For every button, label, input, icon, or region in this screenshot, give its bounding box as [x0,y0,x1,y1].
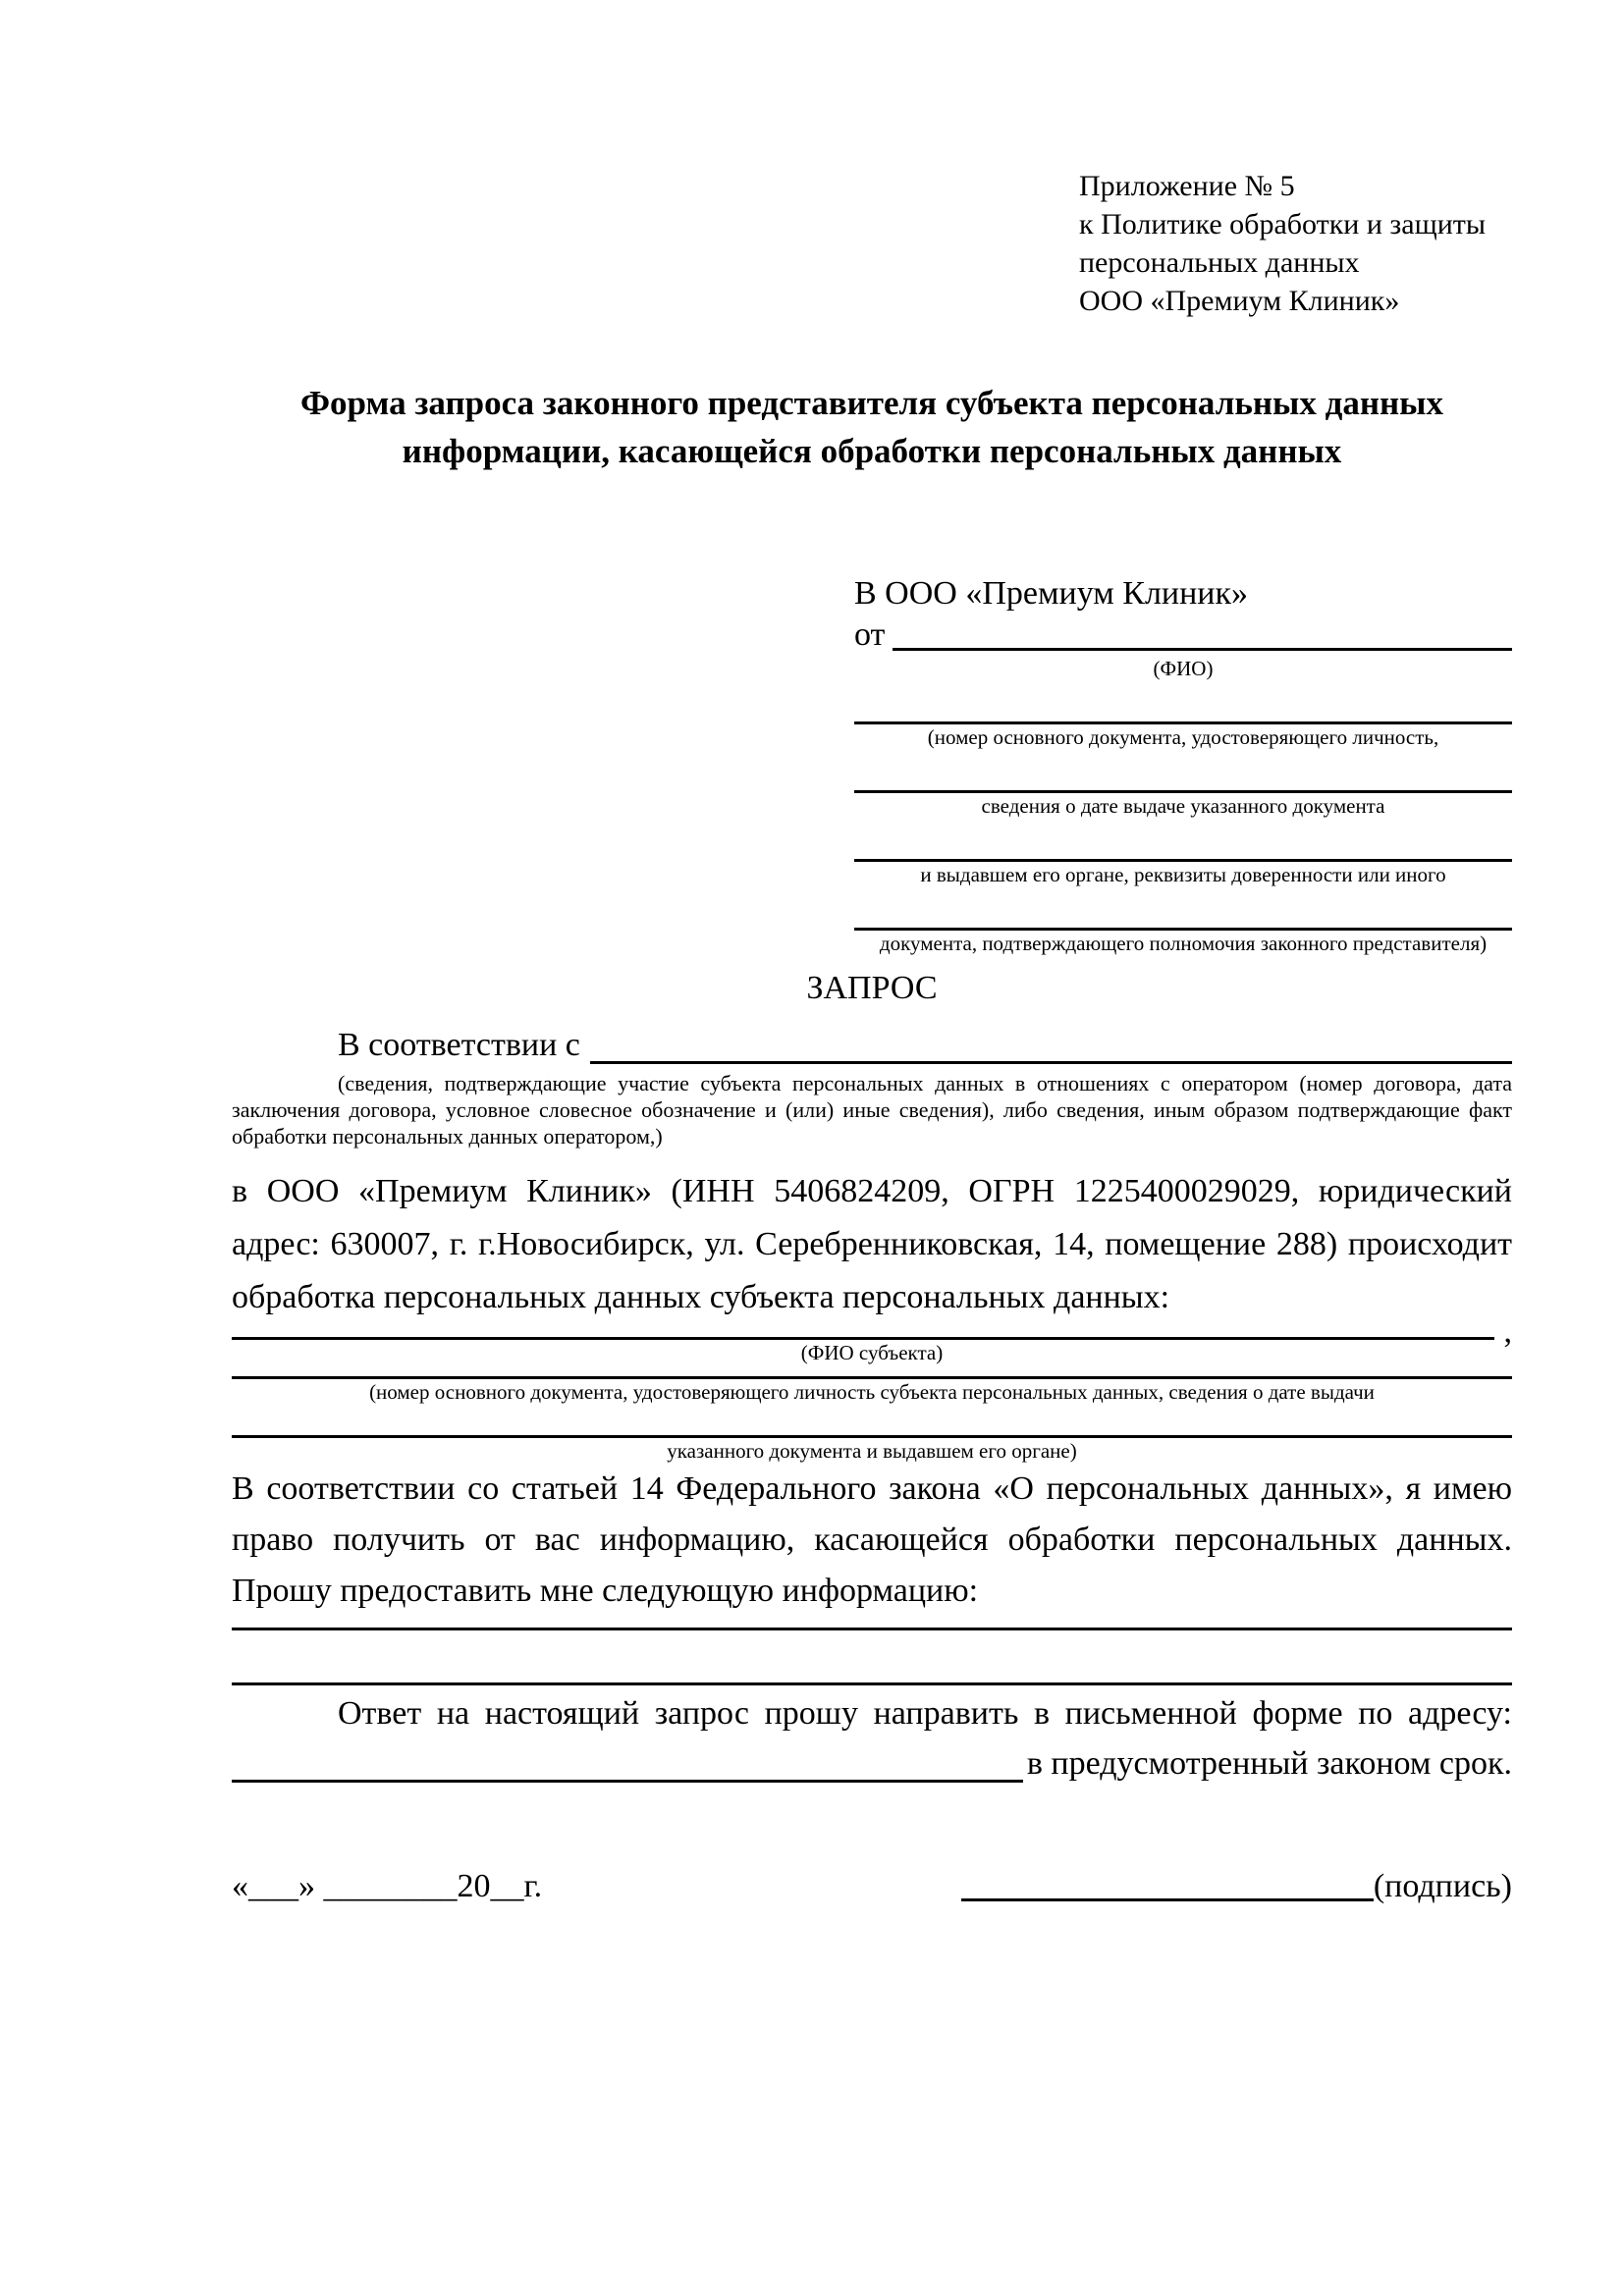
reply-paragraph: Ответ на настоящий запрос прошу направить в письменной форме по адресу: [338,1695,1512,1732]
reply-tail: в предусмотренный законом срок. [1026,1745,1512,1782]
signature-blank-line [961,1872,1374,1901]
reply-address-blank-line [232,1739,1023,1783]
representative-doc-blank-line-1 [854,681,1512,724]
subject-fio-caption: (ФИО субъекта) [800,1341,944,1364]
request-heading: ЗАПРОС [806,970,938,1006]
policy-reference-line-2: персональных данных [1079,246,1360,279]
requested-info-blank-line-2 [232,1630,1512,1685]
signature-block [961,1865,1512,1908]
representative-doc-field-3 [854,819,1512,887]
addressee-from-row [854,614,1512,656]
basis-caption: (сведения, подтверждающие участие субъекта персональных данных в отношениях с оператором (номер договора, дата заключения договора, условное словесное обозначение и (или) иные сведения), либо сведения, иным образом подтверждающие факт обработки персональных данных оператором,) [232,1071,1512,1148]
law-paragraph: В соответствии со статьей 14 Федерального закона «О персональных данных», я имею право получить от вас информацию, касающейся обработки персональных данных. Прошу предоставить мне следующую информацию: [232,1470,1512,1609]
addressee-block [854,573,1512,956]
date-blank: «___» ________20__г. [232,1868,543,1904]
document-title: Форма запроса законного представителя субъекта персональных данных информации, касающейся обработки персональных данных [300,384,1443,470]
operator-paragraph: в ООО «Премиум Клиник» (ИНН 5406824209, ОГРН 1225400029029, юридический адрес: 630007, г. г.Новосибирск, ул. Серебренниковская, 14, помещение 288) происходит обработка персональных данных субъекта персональных данных: [232,1173,1512,1315]
representative-doc-blank-line-4 [854,887,1512,931]
appendix-number: Приложение № 5 [1079,170,1295,202]
representative-fio-blank-line [893,614,1512,651]
subject-fio-blank-line [232,1313,1512,1350]
subject-doc-blank-line-2 [232,1405,1512,1438]
representative-doc-field-1 [854,681,1512,750]
appendix-header [1079,167,1512,320]
trailing-comma: , [1503,1313,1512,1350]
representative-doc-field-2 [854,750,1512,819]
representative-doc-blank-line-2 [854,750,1512,793]
reply-address-row [232,1739,1512,1789]
representative-doc-field-4 [854,887,1512,956]
basis-row [232,1021,1512,1070]
fio-caption: (ФИО) [1153,657,1214,680]
subject-doc-caption-1: (номер основного документа, удостоверяющего личность субъекта персональных данных, сведения о дате выдачи [369,1380,1375,1404]
signature-caption: (подпись) [1373,1868,1512,1904]
basis-blank-line [590,1021,1512,1064]
basis-label: В соответствии с [338,1027,580,1063]
from-label: от [854,616,886,653]
requested-info-blank-line-1 [232,1617,1512,1630]
representative-doc-caption-4: документа, подтверждающего полномочия законного представителя) [879,932,1488,955]
representative-doc-caption-3: и выдавшем его органе, реквизиты доверенности или иного [920,863,1446,886]
organization-name: ООО «Премиум Клиник» [1079,285,1400,317]
subject-doc-blank-line-1 [232,1365,1512,1379]
representative-doc-blank-line-3 [854,819,1512,862]
addressee-to: В ООО «Премиум Клиник» [854,575,1249,612]
policy-reference-line-1: к Политике обработки и защиты [1079,208,1487,240]
representative-doc-caption-2: сведения о дате выдаче указанного документа [981,794,1385,818]
date-signature-row [232,1865,1512,1908]
representative-doc-caption-1: (номер основного документа, удостоверяющего личность, [927,725,1439,749]
subject-doc-caption-2: указанного документа и выдавшем его органе) [667,1439,1077,1463]
